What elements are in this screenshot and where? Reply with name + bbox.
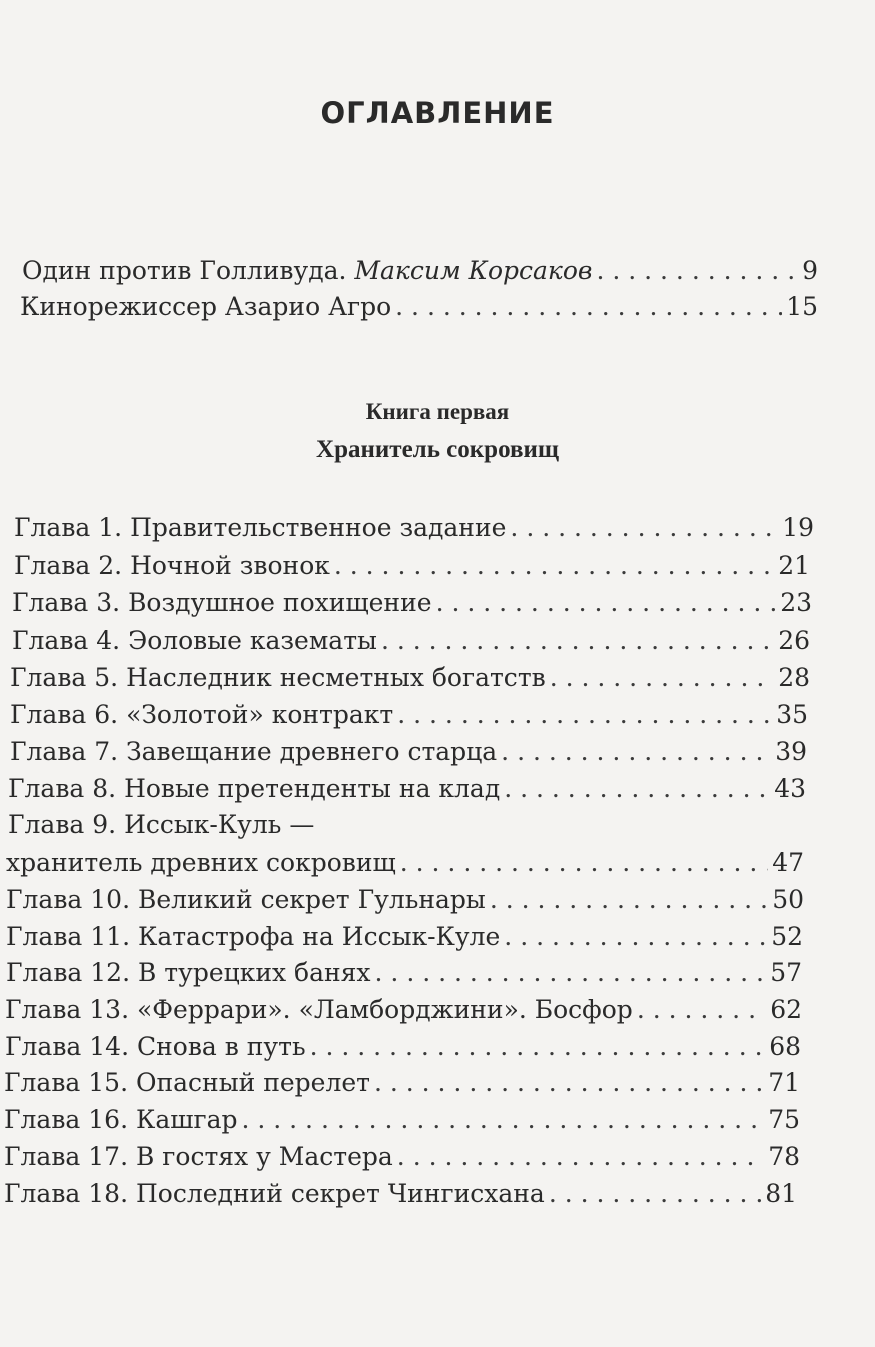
toc-chapter <box>6 887 804 912</box>
chapter-title: Глава 15. Опасный перелет <box>4 1068 370 1097</box>
chapter-title: Глава 11. Катастрофа на Иссык-Куле <box>6 922 501 951</box>
toc-entry-preface-1 <box>22 258 818 283</box>
toc-chapter <box>10 702 808 727</box>
dot-leader <box>400 850 768 875</box>
dot-leader <box>510 515 778 540</box>
toc-chapter <box>6 850 804 875</box>
chapter-page: 57 <box>770 958 802 987</box>
chapter-title: Глава 16. Кашгар <box>4 1105 238 1134</box>
dot-leader <box>549 1181 761 1206</box>
toc-entry-preface-2 <box>20 294 818 319</box>
chapter-page: 19 <box>782 513 814 542</box>
chapter-title: Глава 2. Ночной звонок <box>14 551 330 580</box>
chapter-title: Глава 17. В гостях у Мастера <box>4 1142 393 1171</box>
entry-title: Кинорежиссер Азарио Агро <box>20 292 392 321</box>
toc-chapter <box>14 553 810 578</box>
toc-heading: ОГЛАВЛЕНИЕ <box>320 96 555 130</box>
toc-chapter <box>4 1070 800 1095</box>
chapter-title: Глава 3. Воздушное похищение <box>12 588 432 617</box>
dot-leader <box>375 960 767 985</box>
chapter-page: 35 <box>776 700 808 729</box>
chapter-title: Глава 14. Снова в путь <box>5 1032 306 1061</box>
dot-leader <box>397 1144 764 1169</box>
toc-chapter <box>4 1181 797 1206</box>
chapter-title: Глава 5. Наследник несметных богатств <box>10 663 546 692</box>
toc-chapter <box>10 739 807 764</box>
entry-page: 15 <box>786 292 818 321</box>
chapter-title: Глава 10. Великий секрет Гульнары <box>6 885 486 914</box>
chapter-title: Глава 1. Правительственное задание <box>14 513 507 542</box>
toc-chapter <box>14 515 814 540</box>
chapter-title: Глава 8. Новые претенденты на клад <box>8 774 501 803</box>
toc-chapter <box>4 1144 800 1169</box>
toc-chapter <box>10 665 810 690</box>
chapter-page: 71 <box>768 1068 800 1097</box>
book-name: Хранитель сокровищ <box>316 436 559 463</box>
chapter-title: Глава 6. «Золотой» контракт <box>10 700 394 729</box>
chapter-page: 78 <box>768 1142 800 1171</box>
chapter-page: 81 <box>765 1179 797 1208</box>
toc-chapter <box>5 997 802 1022</box>
dot-leader <box>637 997 766 1022</box>
entry-page: 9 <box>802 256 818 285</box>
dot-leader <box>436 590 777 615</box>
dot-leader <box>334 553 774 578</box>
chapter-title: Глава 18. Последний секрет Чингисхана <box>4 1179 545 1208</box>
entry-title: Один против Голливуда. <box>22 256 355 285</box>
toc-chapter <box>6 960 802 985</box>
entry-author: Максим Корсаков <box>354 256 593 285</box>
chapter-page: 26 <box>778 626 810 655</box>
chapter-page: 68 <box>769 1032 801 1061</box>
toc-chapter <box>5 1034 801 1059</box>
dot-leader <box>310 1034 766 1059</box>
toc-chapter <box>8 776 806 801</box>
dot-leader <box>374 1070 764 1095</box>
chapter-title: Глава 12. В турецких банях <box>6 958 371 987</box>
toc-chapter <box>6 924 803 949</box>
dot-leader <box>397 702 772 727</box>
dot-leader <box>596 258 798 283</box>
chapter-page: 47 <box>772 848 804 877</box>
dot-leader <box>241 1107 764 1132</box>
dot-leader <box>490 887 768 912</box>
chapter-title-continued: хранитель древних сокровищ <box>6 848 396 877</box>
toc-chapter <box>12 590 812 615</box>
dot-leader <box>381 628 774 653</box>
chapter-page: 75 <box>768 1105 800 1134</box>
chapter-page: 52 <box>771 922 803 951</box>
chapter-page: 43 <box>774 774 806 803</box>
chapter-page: 28 <box>778 663 810 692</box>
chapter-title: Глава 7. Завещание древнего старца <box>10 737 498 766</box>
chapter-page: 23 <box>780 588 812 617</box>
dot-leader <box>504 776 770 801</box>
chapter-page: 21 <box>778 551 810 580</box>
toc-chapter <box>12 628 810 653</box>
dot-leader <box>504 924 767 949</box>
chapter-title: Глава 13. «Феррари». «Ламборджини». Босфор <box>5 995 633 1024</box>
dot-leader <box>395 294 782 319</box>
chapter-title: Глава 4. Эоловые казематы <box>12 626 377 655</box>
dot-leader <box>550 665 774 690</box>
toc-chapter <box>4 1107 800 1132</box>
dot-leader <box>501 739 771 764</box>
book-label: Книга первая <box>365 399 510 424</box>
chapter-page: 39 <box>775 737 807 766</box>
chapter-page: 62 <box>770 995 802 1024</box>
chapter-page: 50 <box>772 885 804 914</box>
chapter-title: Глава 9. Иссык-Куль — <box>8 810 315 839</box>
